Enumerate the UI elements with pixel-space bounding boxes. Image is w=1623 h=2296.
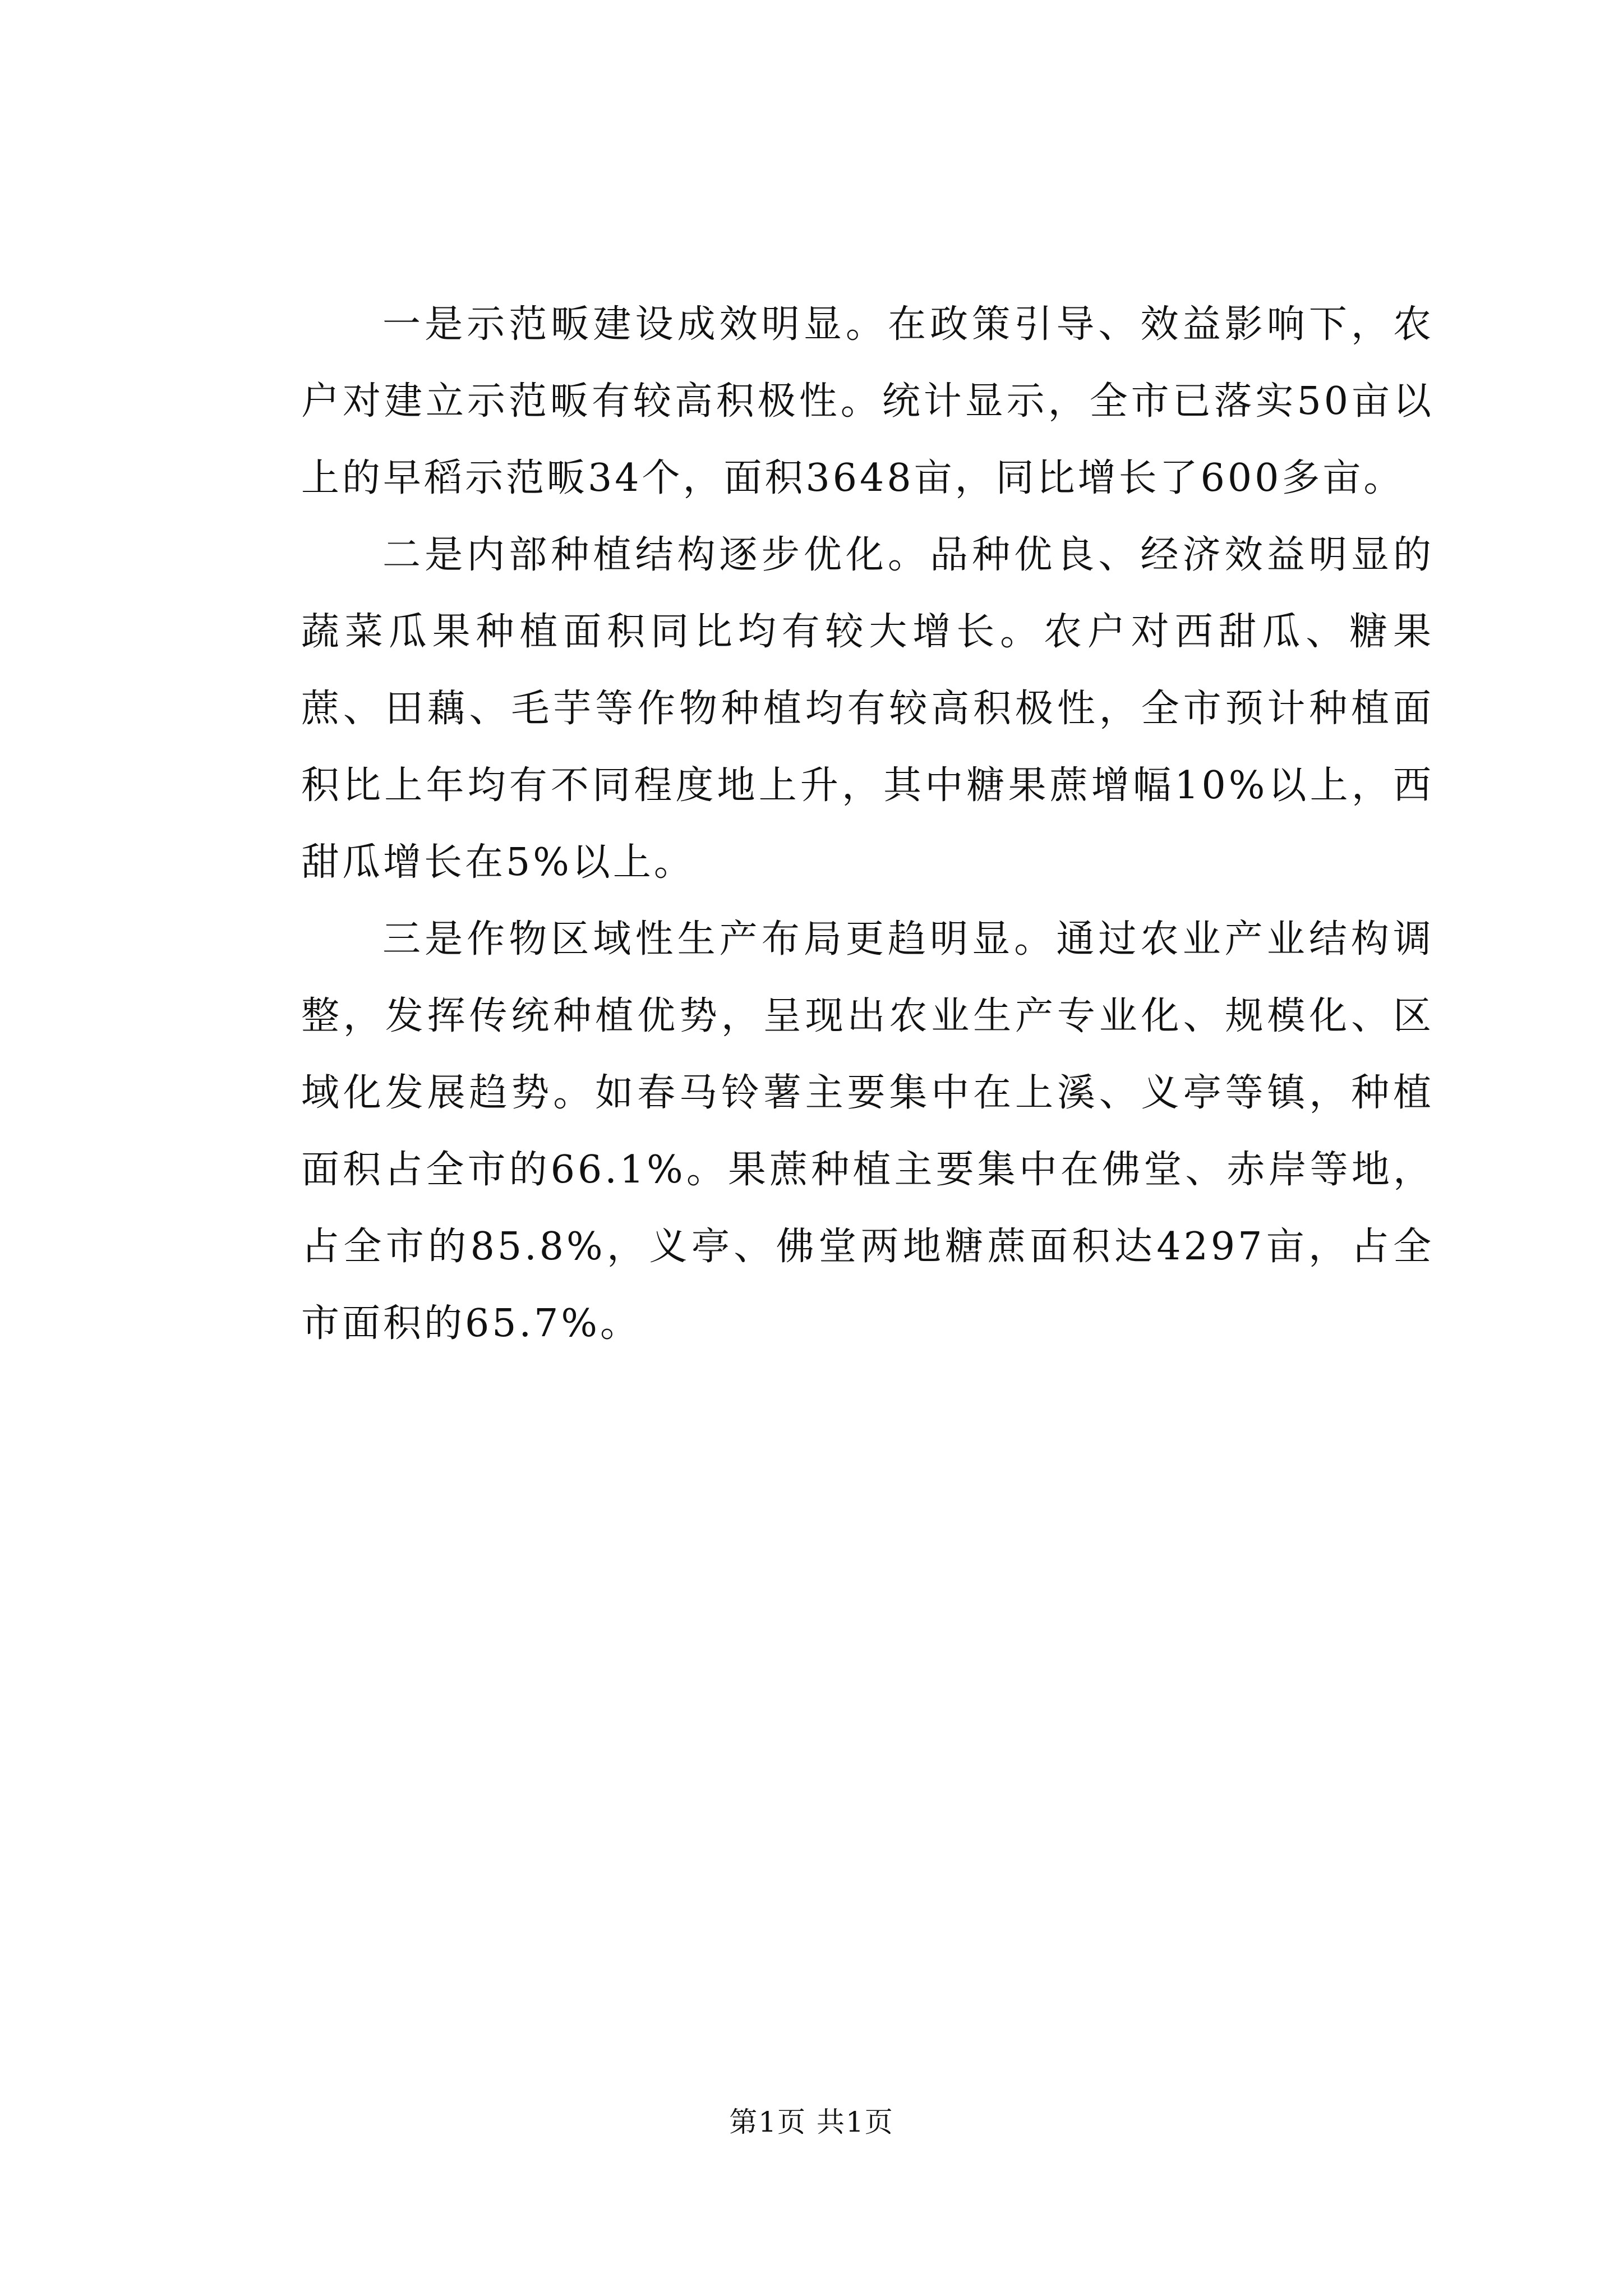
document-body [301,286,1434,1362]
page-footer: 第1页 共1页 [729,2106,894,2138]
paragraph-regional-layout: 三是作物区域性生产布局更趋明显。通过农业产业结构调整，发挥传统种植优势，呈现出农业生产专业化、规模化、区域化发展趋势。如春马铃薯主要集中在上溪、义亭等镇，种植面积占全市的66.1%。果蔗种植主要集中在佛堂、赤岸等地，占全市的85.8%，义亭、佛堂两地糖蔗面积达4297亩，占全市面积的65.7%。 [301,917,1434,1346]
paragraph-demo-fields: 一是示范畈建设成效明显。在政策引导、效益影响下，农户对建立示范畈有较高积极性。统计显示，全市已落实50亩以上的早稻示范畈34个，面积3648亩，同比增长了600多亩。 [301,302,1434,500]
paragraph-planting-structure: 二是内部种植结构逐步优化。品种优良、经济效益明显的蔬菜瓜果种植面积同比均有较大增长。农户对西甜瓜、糖果蔗、田藕、毛芋等作物种植均有较高积极性，全市预计种植面积比上年均有不同程度地上升，其中糖果蔗增幅10%以上，西甜瓜增长在5%以上。 [301,533,1434,885]
